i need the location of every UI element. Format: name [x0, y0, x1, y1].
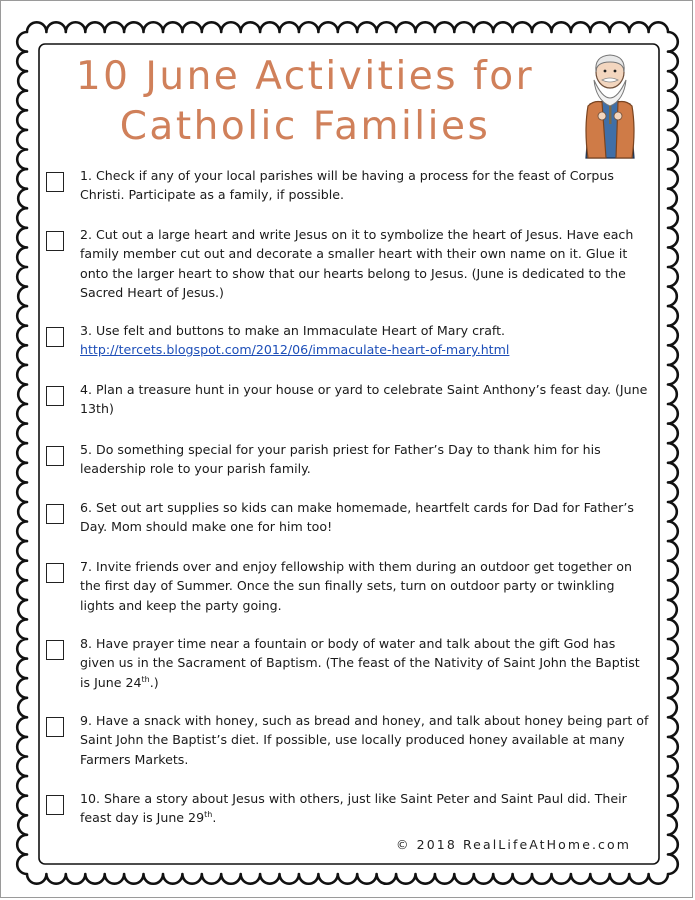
item-description: 4. Plan a treasure hunt in your house or yard to celebrate Saint Anthony’s feast day. (June 13th): [80, 382, 648, 417]
checklist-item-text: [80, 321, 652, 360]
ordinal-suffix: th: [141, 674, 150, 684]
page-title-line-1: 10 June Activities for: [75, 54, 535, 99]
checkbox-icon[interactable]: [46, 386, 64, 406]
craft-link[interactable]: http://tercets.blogspot.com/2012/06/immaculate-heart-of-mary.html: [80, 342, 510, 358]
item-description: 8. Have prayer time near a fountain or body of water and talk about the gift God has given us in the Sacrament of Baptism. (The feast of the Nativity of Saint John the Baptist is June 24: [80, 636, 640, 690]
item-description-end: .): [149, 674, 159, 690]
checklist-item-text: [80, 634, 652, 692]
item-description: 5. Do something special for your parish priest for Father’s Day to thank him for his leadership role to your parish family.: [80, 442, 601, 477]
checkbox-icon[interactable]: [46, 327, 64, 347]
checkbox-icon[interactable]: [46, 640, 64, 660]
checkbox-icon[interactable]: [46, 504, 64, 524]
item-description: 6. Set out art supplies so kids can make homemade, heartfelt cards for Dad for Father’s Day. Mom should make one for him too!: [80, 500, 634, 535]
checkbox-icon[interactable]: [46, 172, 64, 192]
item-description-end: .: [212, 810, 217, 826]
checklist-item-text: [80, 440, 652, 479]
item-description: 10. Share a story about Jesus with others, just like Saint Peter and Saint Paul did. Their feast day is June 29: [80, 791, 627, 826]
item-description: 3. Use felt and buttons to make an Immaculate Heart of Mary craft.: [80, 323, 506, 338]
checkbox-icon[interactable]: [46, 231, 64, 251]
checkbox-icon[interactable]: [46, 795, 64, 815]
checklist-item-text: [80, 380, 652, 419]
checklist-item-text: [80, 557, 652, 615]
checkbox-icon[interactable]: [46, 446, 64, 466]
checklist-item-text: [80, 225, 652, 302]
item-description: 9. Have a snack with honey, such as bread and honey, and talk about honey being part of Saint John the Baptist’s diet. If possible, use locally produced honey available at many Farmers Markets.: [80, 713, 649, 767]
item-description: 7. Invite friends over and enjoy fellowship with them during an outdoor get together on the first day of Summer. Once the sun finally sets, turn on outdoor party or twinkling lights and keep the party going.: [80, 559, 632, 613]
ordinal-suffix: th: [204, 810, 213, 820]
checklist-item-text: [80, 498, 652, 537]
saint-peter-illustration-icon: [580, 50, 640, 162]
checkbox-icon[interactable]: [46, 717, 64, 737]
item-description: 1. Check if any of your local parishes will be having a process for the feast of Corpus Christi. Participate as a family, if possible.: [80, 168, 614, 203]
copyright-notice: © 2018 RealLifeAtHome.com: [396, 837, 632, 852]
checkbox-icon[interactable]: [46, 563, 64, 583]
item-description: 2. Cut out a large heart and write Jesus on it to symbolize the heart of Jesus. Have each family member cut out and decorate a smaller heart with their own name on it. Glue it onto the larger heart to show that our hearts belong to Jesus. (June is dedicated to the Sacred Heart of Jesus.): [80, 227, 634, 300]
checklist-item-text: [80, 711, 652, 769]
checklist-item-text: [80, 789, 652, 828]
checklist-item-text: [80, 166, 652, 205]
page-title-line-2: Catholic Families: [119, 104, 491, 149]
